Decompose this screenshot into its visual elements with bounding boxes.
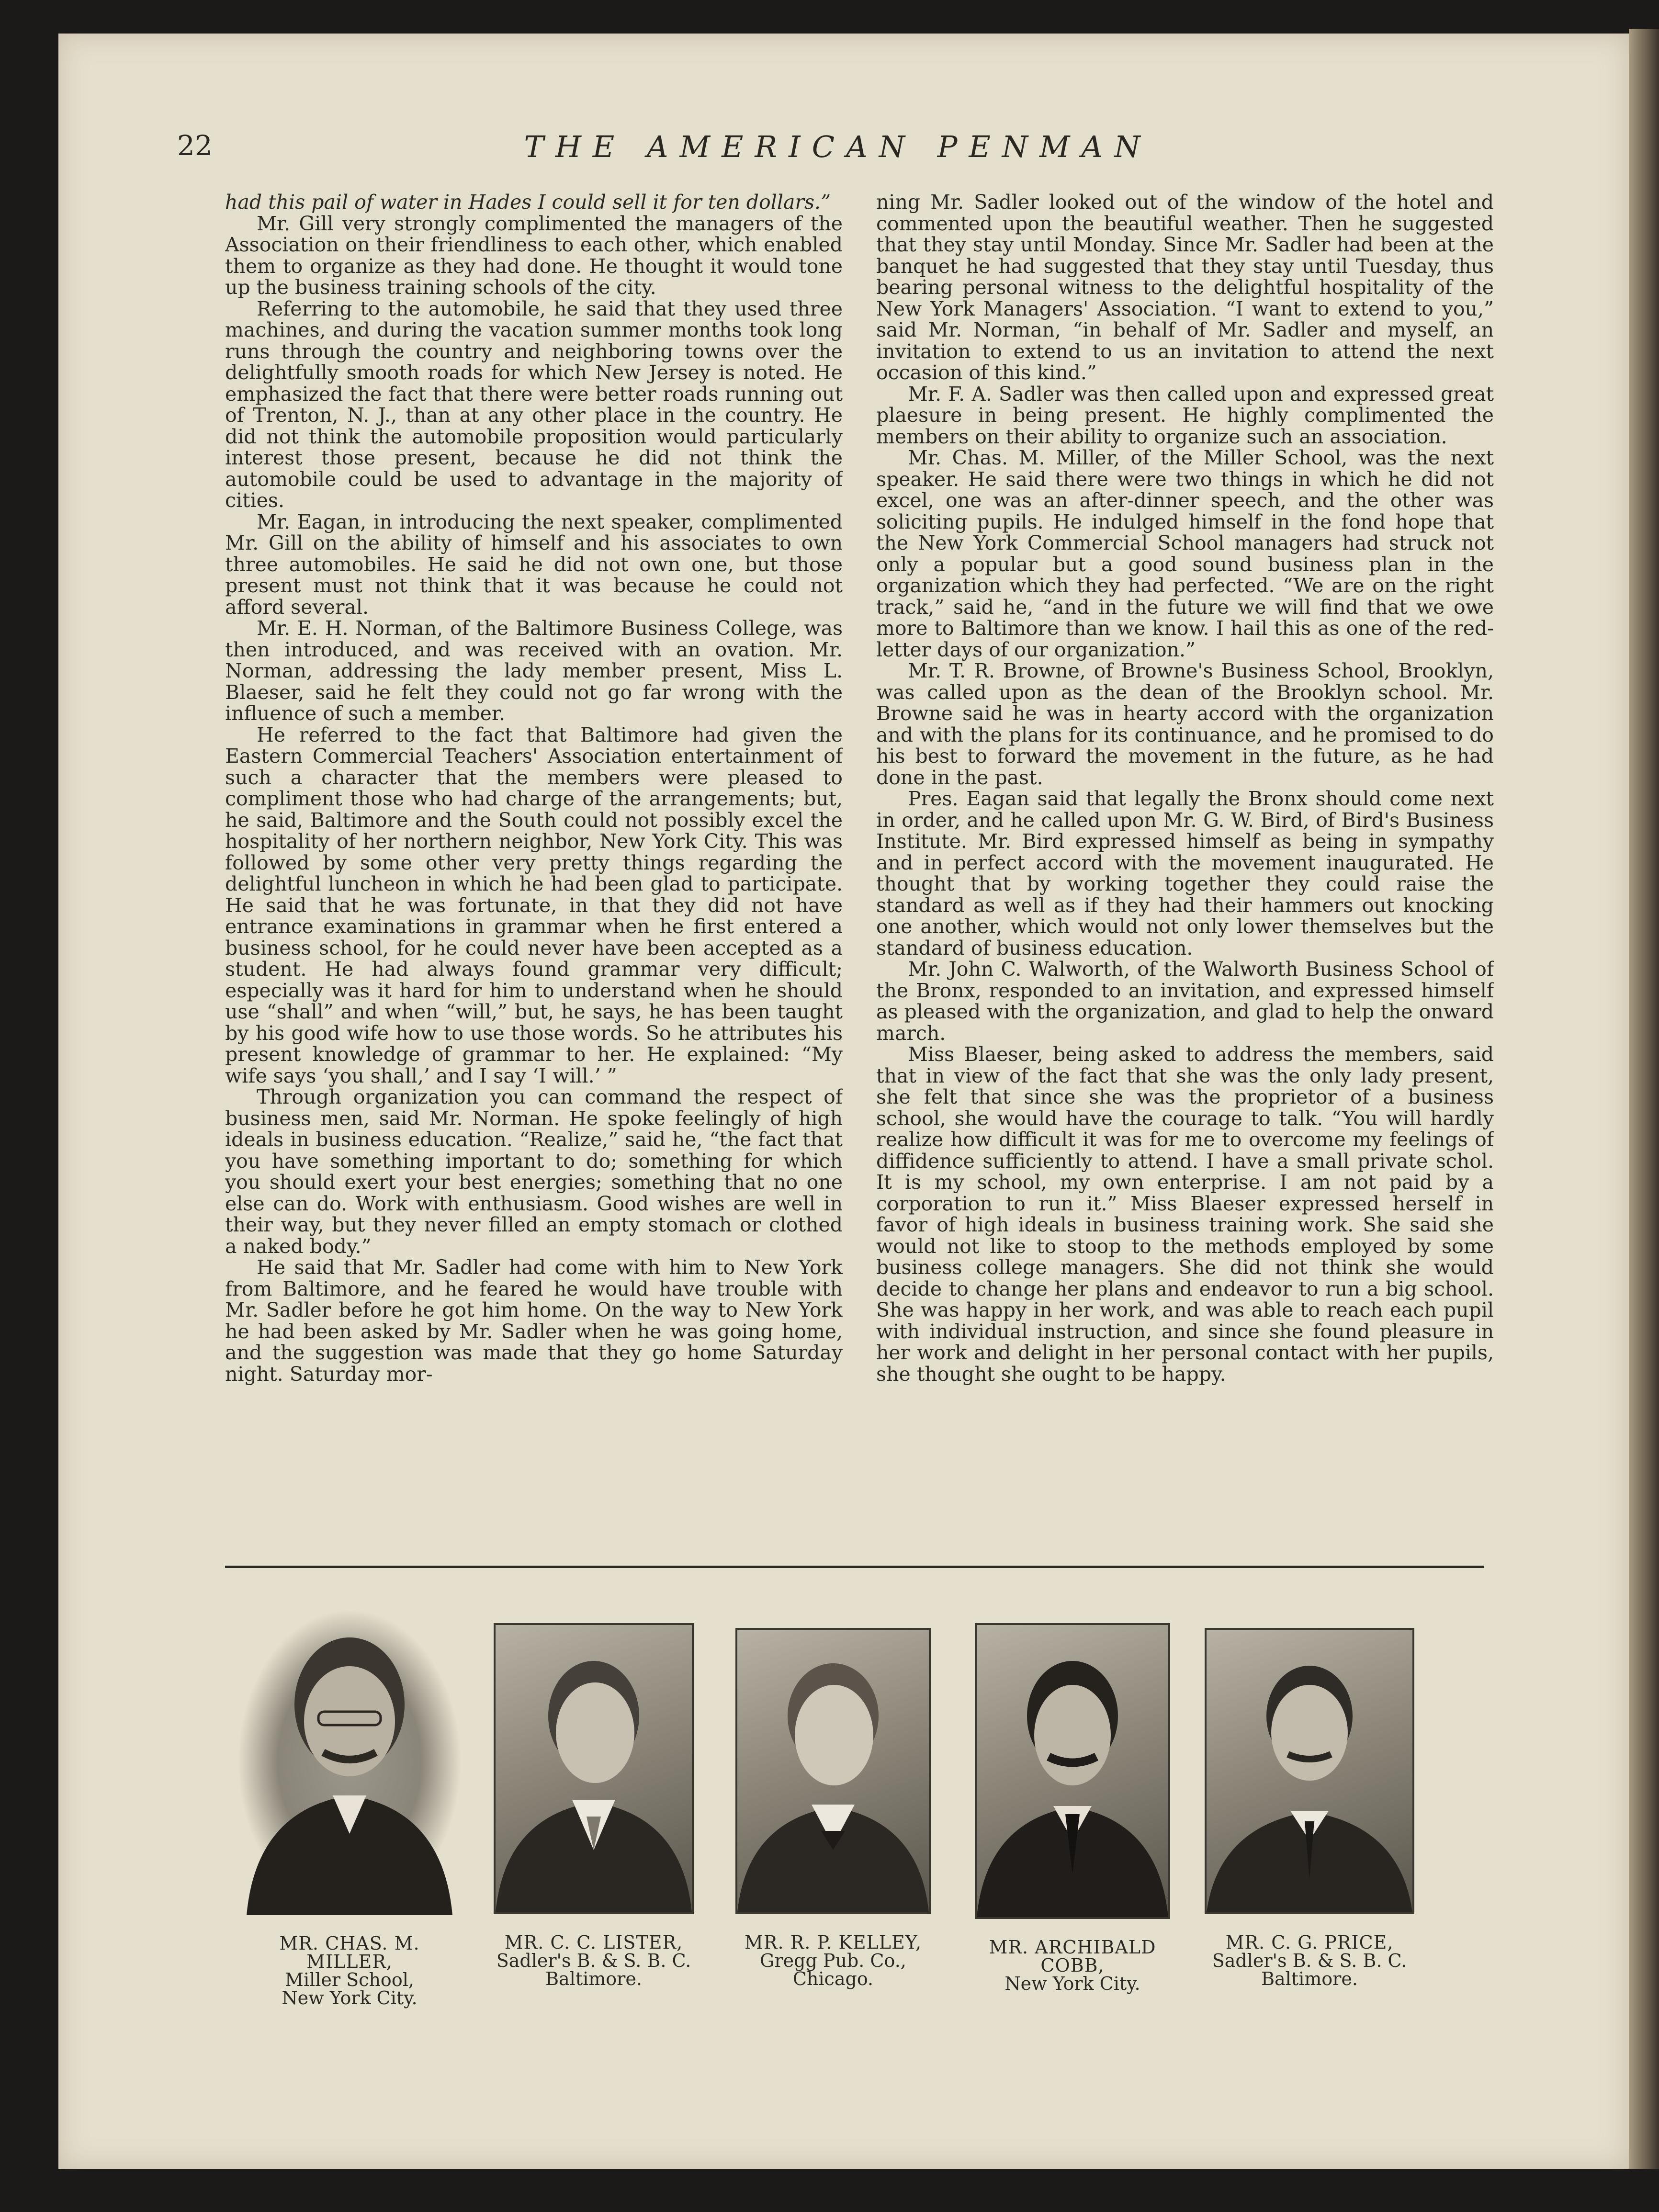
paragraph: ning Mr. Sadler looked out of the window of the hotel and commented upon the beautiful weather. Then he suggested that they stay until Monday. Since Mr. Sadler had been at the banquet he had suggested that they stay until Tuesday, thus bearing personal witness to the delightful hospitality of the New York Managers' Association. “I want to extend to you,” said Mr. Norman, “in behalf of Mr. Sadler and myself, an invitation to extend to us an invitation to attend the next occasion of this kind.” xyxy=(876,192,1494,384)
portrait-location: Chicago. xyxy=(792,1968,874,1989)
portrait-affiliation: Sadler's B. & S. B. C. xyxy=(1212,1950,1407,1971)
portrait-name: MR. R. P. KELLEY, xyxy=(744,1932,922,1953)
paragraph: Through organization you can command the respect of business men, said Mr. Norman. He spoke feelingly of high ideals in business education. “Realize,” said he, “the fact that you have something important to do; something for which you should exert your best energies; something that no one else can do. Work with enthusiasm. Good wishes are well in their way, but they never filled an empty stomach or clothed a naked body.” xyxy=(225,1085,843,1258)
book-spine-edge xyxy=(1629,29,1659,2169)
portrait-location: New York City. xyxy=(1004,1973,1140,1994)
person-silhouette-icon xyxy=(237,1609,462,1915)
portrait-location: Baltimore. xyxy=(545,1968,642,1989)
portrait-photo xyxy=(494,1623,694,1914)
portrait-caption xyxy=(235,1934,464,2007)
paragraph: Mr. E. H. Norman, of the Baltimore Business College, was then introduced, and was received with an ovation. Mr. Norman, addressing the lady member present, Miss L. Blaeser, said he felt they could not go far wrong with the influence of such a member. xyxy=(225,617,843,725)
paragraph: He referred to the fact that Baltimore had given the Eastern Commercial Teachers' Association entertainment of such a character that the members were pleased to compliment those who had charge of the arrangements; but, he said, Baltimore and the South could not possibly excel the hospitality of her northern neighbor, New York City. This was followed by some other very pretty things regarding the delightful luncheon in which he had been glad to participate. He said that he was fortunate, in that they did not have entrance examinations in grammar when he first entered a business school, for he could never have been accepted as a student. He had always found grammar very difficult; especially was it hard for him to understand when he should use “shall” and when “will,” but, he says, he has been taught by his good wife how to use those words. So he attributes his present knowledge of grammar to her. He explained: “My wife says ‘you shall,’ and I say ‘I will.’ ” xyxy=(225,723,843,1087)
paragraph: Referring to the automobile, he said that they used three machines, and during the vacation summer months took long runs through the country and neighboring towns over the delightfully smooth roads for which New Jersey is noted. He emphasized the fact that there were better roads running out of Trenton, N. J., than at any other place in the country. He did not think the automobile proposition would particularly interest those present, because he did not think the automobile could be used to advantage in the majority of cities. xyxy=(225,297,843,512)
portrait-miller xyxy=(235,1609,464,2007)
paragraph: Miss Blaeser, being asked to address the members, said that in view of the fact that she was the only lady present, she felt that since she was the proprietor of a business school, she would have the courage to talk. “You will hardly realize how difficult it was for me to overcome my feelings of diffidence sufficiently to attend. I have a small private schol. It is my school, my own enterprise. I am not paid by a corporation to run it.” Miss Blaeser expressed herself in favor of high ideals in business training work. She said she would not like to stoop to the methods employed by some business college managers. She did not think she would decide to change her plans and endeavor to run a big school. She was happy in her work, and was able to reach each pupil with individual instruction, and since she found pleasure in her work and delight in her personal contact with her pupils, she thought she ought to be happy. xyxy=(876,1043,1494,1386)
portrait-photo xyxy=(237,1609,462,1915)
portrait-name: MR. C. G. PRICE, xyxy=(1225,1932,1394,1953)
paragraph: Pres. Eagan said that legally the Bronx should come next in order, and he called upon Mr. G. W. Bird, of Bird's Business Institute. Mr. Bird expressed himself as being in sympathy and in perfect accord with the movement inaugurated. He thought that by working together they could raise the standard as well as if they had their hammers out knocking one another, which would not only lower themselves but the standard of business education. xyxy=(876,787,1494,959)
paragraph: Mr. John C. Walworth, of the Walworth Business School of the Bronx, responded to an invitation, and expressed himself as pleased with the organization, and glad to help the onward march. xyxy=(876,958,1494,1045)
paragraph: Mr. Chas. M. Miller, of the Miller School, was the next speaker. He said there were two things in which he did not excel, one was an after-dinner speech, and the other was soliciting pupils. He indulged himself in the fond hope that the New York Commercial School managers had struck not only a popular but a good sound business plan in the organization which they had perfected. “We are on the right track,” said he, “and in the future we will find that we owe more to Baltimore than we know. I hail this as one of the red-letter days of our organization.” xyxy=(876,446,1494,661)
right-text-column xyxy=(876,192,1494,1580)
paragraph: Mr. F. A. Sadler was then called upon and expressed great plaesure in being present. He highly complimented the members on their ability to organize such an association. xyxy=(876,382,1494,448)
paragraph: Mr. T. R. Browne, of Browne's Business School, Brooklyn, was called upon as the dean of the Brooklyn school. Mr. Browne said he was in hearty accord with the organization and with the plans for its continuance, and he promised to do his best to forward the movement in the future, as he had done in the past. xyxy=(876,659,1494,789)
portrait-name: MR. CHAS. M. MILLER, xyxy=(279,1933,420,1972)
portrait-location: New York City. xyxy=(282,1987,418,2009)
person-silhouette-icon xyxy=(1207,1630,1412,1912)
left-text-column xyxy=(225,192,843,1580)
portrait-location: Baltimore. xyxy=(1261,1968,1358,1989)
portrait-caption xyxy=(718,1933,948,1988)
portrait-affiliation: Miller School, xyxy=(285,1969,414,1990)
horizontal-rule xyxy=(225,1566,1484,1568)
portrait-photo xyxy=(1205,1628,1414,1914)
paragraph: He said that Mr. Sadler had come with him to New York from Baltimore, and he feared he would have trouble with Mr. Sadler before he got him home. On the way to New York he had been asked by Mr. Sadler when he was going home, and the suggestion was made that they go home Saturday night. Saturday mor- xyxy=(225,1256,843,1386)
portrait-caption xyxy=(958,1938,1187,1993)
paragraph: Mr. Eagan, in introducing the next speaker, complimented Mr. Gill on the ability of himself and his associates to own three automobiles. He said he did not own one, but those present must not think that it was because he could not afford several. xyxy=(225,510,843,619)
portrait-photo xyxy=(735,1628,931,1914)
portrait-name: MR. C. C. LISTER, xyxy=(504,1932,683,1953)
portrait-name: MR. ARCHIBALD COBB, xyxy=(989,1937,1156,1976)
portrait-photo xyxy=(975,1623,1170,1919)
running-title: THE AMERICAN PENMAN xyxy=(524,129,1152,164)
paragraph: had this pail of water in Hades I could sell it for ten dollars.” xyxy=(225,192,831,214)
portrait-caption xyxy=(1195,1933,1424,1988)
person-silhouette-icon xyxy=(737,1630,929,1912)
portrait-cobb xyxy=(958,1623,1187,1993)
portrait-lister xyxy=(479,1623,709,1988)
portrait-affiliation: Sadler's B. & S. B. C. xyxy=(496,1950,691,1971)
portrait-kelley xyxy=(718,1628,948,1988)
page-header xyxy=(177,129,1499,182)
portrait-caption xyxy=(479,1933,709,1988)
portrait-gallery xyxy=(225,1609,1508,2040)
person-silhouette-icon xyxy=(496,1625,692,1912)
paragraph: Mr. Gill very strongly complimented the managers of the Association on their friendliness to each other, which enabled them to organize as they had done. He thought it would tone up the business training schools of the city. xyxy=(225,212,843,299)
portrait-affiliation: Gregg Pub. Co., xyxy=(760,1950,906,1971)
portrait-price xyxy=(1195,1628,1424,1988)
person-silhouette-icon xyxy=(977,1625,1168,1917)
page-number: 22 xyxy=(177,129,213,162)
